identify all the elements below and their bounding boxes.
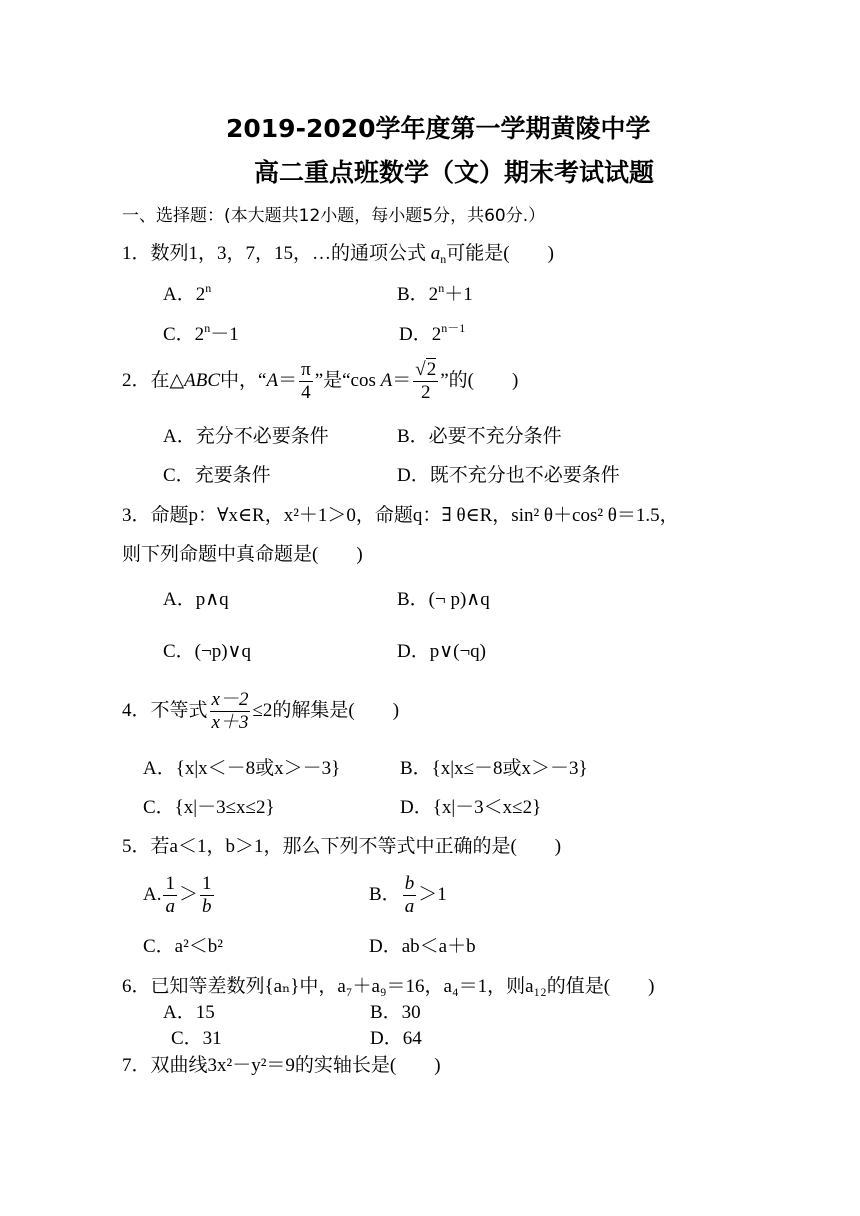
q1-an-sub: n	[440, 252, 447, 266]
q2-option-d[interactable]: D．既不充分也不必要条件	[397, 465, 620, 486]
q2-abc: ABC	[184, 370, 221, 391]
q4-option-c[interactable]: C．{x|－3≤x≤2}	[143, 797, 275, 818]
question-2-stem: 2．在△ABC中，“A＝ $\frac{\pi}{4}$ ”是“cos A＝ $\frac{√2}{2}$ ”的( )	[122, 359, 519, 404]
question-3-stem-line-1: 3．命题p：∀x∈R，x²＋1＞0，命题q：∃ θ∈R，sin² θ＋cos² θ＝1.5，	[122, 505, 679, 526]
q1-option-a[interactable]: A．2$^n$	[163, 281, 212, 305]
q2-option-b[interactable]: B．必要不充分条件	[397, 426, 562, 447]
q1-number: 1．	[122, 243, 151, 264]
q5-option-a[interactable]: A. $\frac{1}{a}$ ＞ $\frac{1}{b}$	[143, 873, 212, 918]
q2-number: 2．	[122, 370, 151, 391]
q5-option-b[interactable]: B． $\frac{b}{a}$ ＞1	[369, 873, 447, 918]
title-line-1: 2019-2020学年度第一学期黄陵中学	[226, 114, 651, 143]
q1-stem-after: 可能是( )	[446, 243, 554, 264]
q1-stem-before: 数列1，3，7，15，…的通项公式	[150, 243, 427, 264]
q1-an-var: a	[430, 243, 441, 264]
q3-option-c[interactable]: C．(¬p)∨q	[163, 641, 251, 662]
q1-option-b[interactable]: B．$2^n+1$	[397, 281, 473, 305]
q5-option-c[interactable]: C．a²＜b²	[143, 936, 223, 957]
q3-option-a[interactable]: A．p∧q	[163, 589, 229, 610]
question-6-stem: 6．已知等差数列{aₙ}中，a₇＋a₉＝16，a₄＝1，则a₁₂的值是( )	[122, 976, 655, 997]
question-7-stem: 7．双曲线3x²－y²＝9的实轴长是( )	[122, 1055, 441, 1076]
q1-option-d[interactable]: D．$2^{n-1}$	[399, 321, 466, 345]
q2-option-c[interactable]: C．充要条件	[163, 465, 271, 486]
q4-option-d[interactable]: D．{x|－3＜x≤2}	[400, 797, 542, 818]
q1-option-c[interactable]: C．$2^n-1$	[163, 321, 239, 345]
q3-option-d[interactable]: D．p∨(¬q)	[397, 641, 486, 662]
question-5-stem: 5．若a＜1，b＞1，那么下列不等式中正确的是( )	[122, 836, 562, 857]
q2-option-a[interactable]: A．充分不必要条件	[163, 426, 329, 447]
q6-option-c[interactable]: C．31	[171, 1028, 222, 1049]
q4-fraction: $\frac{x-2}{x+3}$	[211, 689, 249, 734]
q3-option-b[interactable]: B．(¬ p)∧q	[397, 589, 490, 610]
title-line-2: 高二重点班数学（文）期末考试试题	[254, 158, 655, 187]
q6-option-d[interactable]: D．64	[370, 1028, 422, 1049]
sqrt-icon: √2	[415, 359, 437, 381]
question-4-stem: 4．不等式 $\frac{x-2}{x+3}$ ≤2的解集是( )	[122, 689, 400, 734]
question-3-stem-line-2: 则下列命题中真命题是( )	[122, 544, 363, 565]
q2-fraction-sqrt2-over-2: $\frac{√2}{2}$	[415, 359, 437, 404]
q4-option-a[interactable]: A．{x|x＜－8或x＞－3}	[143, 758, 341, 779]
q2-fraction-pi-over-4: $\frac{\pi}{4}$	[301, 359, 311, 404]
question-1-stem	[122, 242, 554, 266]
q5-option-d[interactable]: D．ab＜a＋b	[369, 936, 476, 957]
section-heading: 一、选择题：(本大题共12小题，每小题5分，共60分.）	[122, 206, 546, 226]
q6-option-a[interactable]: A．15	[163, 1002, 215, 1023]
q4-option-b[interactable]: B．{x|x≤－8或x＞－3}	[400, 758, 588, 779]
q6-option-b[interactable]: B．30	[370, 1002, 421, 1023]
